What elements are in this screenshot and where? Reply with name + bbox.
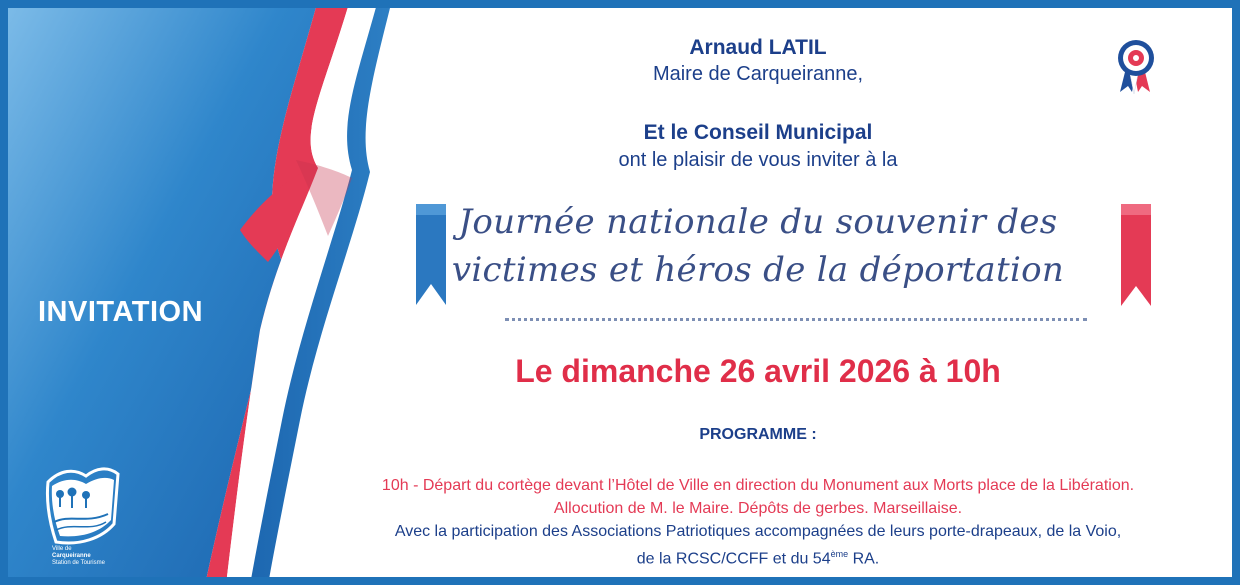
logo-caption-line1: Ville de bbox=[52, 546, 72, 552]
programme-label: PROGRAMME : bbox=[699, 426, 817, 443]
town-logo-icon bbox=[42, 464, 122, 548]
host-name: Arnaud LATIL bbox=[689, 36, 827, 59]
programme-line-4-text: de la RCSC/CCFF et du 54 bbox=[636, 550, 831, 568]
programme-line-2: Allocution de M. le Maire. Dépôts de gerbes. Marseillaise. bbox=[553, 500, 963, 517]
invite-line: ont le plaisir de vous inviter à la bbox=[618, 149, 898, 171]
dotted-divider bbox=[505, 318, 1087, 321]
event-title-line2: victimes et héros de la déportation bbox=[451, 250, 1065, 290]
event-date: Le dimanche 26 avril 2026 à 10h bbox=[515, 353, 1001, 389]
programme-line-4-end: RA. bbox=[848, 550, 880, 568]
logo-caption-line3: Station de Tourisme bbox=[52, 560, 105, 566]
host-title: Maire de Carqueiranne, bbox=[652, 63, 864, 85]
council-name: Et le Conseil Municipal bbox=[643, 121, 873, 144]
event-title bbox=[328, 198, 1188, 294]
invitation-label: INVITATION bbox=[38, 296, 204, 328]
programme-line-4-sup: ème bbox=[830, 549, 849, 559]
logo-caption bbox=[52, 546, 142, 567]
programme-line-4 bbox=[328, 543, 1188, 570]
event-title-line1: Journée nationale du souvenir des bbox=[458, 202, 1058, 242]
programme-line-1: 10h - Départ du cortège devant l’Hôtel de Ville en direction du Monument aux Morts place de la Libération. bbox=[381, 477, 1135, 494]
programme-line-3: Avec la participation des Associations Patriotiques accompagnées de leurs porte-drapeaux, de la Voio, bbox=[394, 523, 1122, 540]
logo-caption-line2: Carqueiranne bbox=[52, 553, 91, 559]
